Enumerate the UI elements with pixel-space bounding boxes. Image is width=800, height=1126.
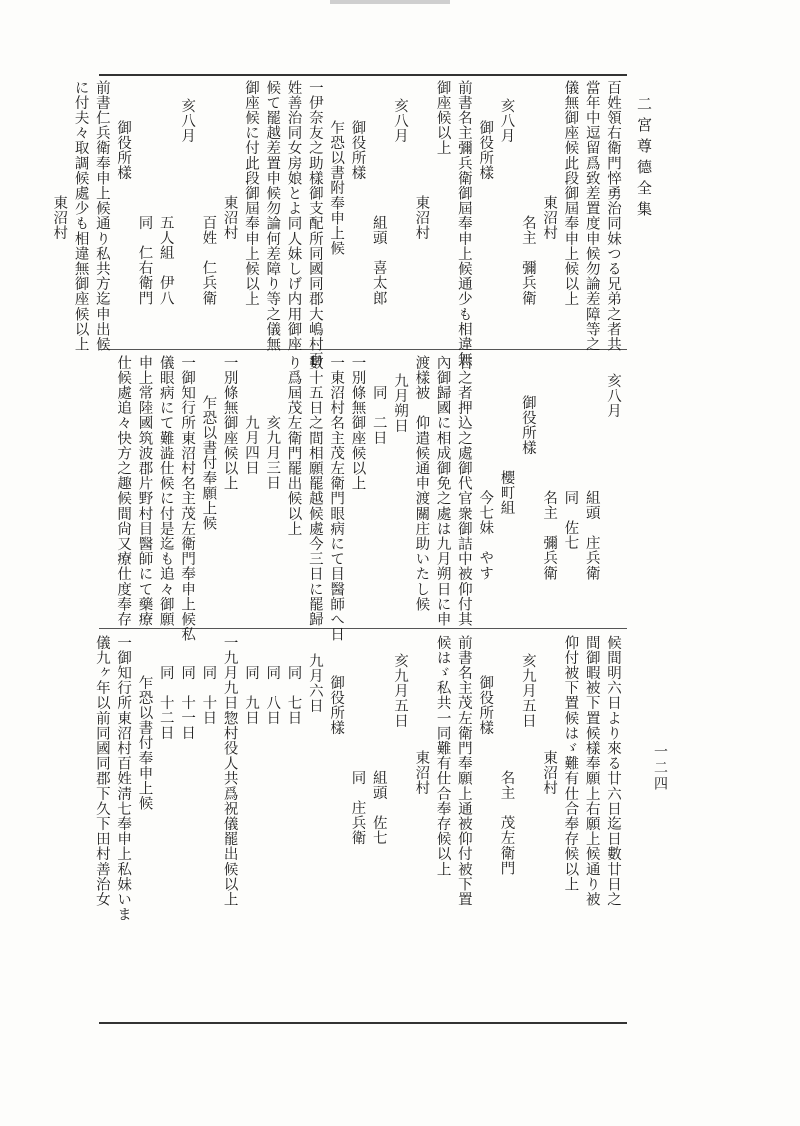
text-column: 組頭 庄兵衛 <box>583 490 600 581</box>
text-column: り爲屆茂左衛門罷出候以上 <box>285 355 302 537</box>
text-column: 同 七日 <box>285 665 302 726</box>
text-column: 亥八月 <box>605 373 621 419</box>
text-column: 組頭 佐七 <box>370 770 387 846</box>
text-column: 九月四日 <box>242 415 259 476</box>
text-column: 御役所樣 <box>349 120 366 181</box>
text-column: 申上常陸國筑波郡片野村目醫師にて藥療 <box>136 355 153 627</box>
text-column: 一別條無御座候以上 <box>349 355 366 491</box>
text-column: 亥八月 <box>498 98 515 144</box>
text-column: 當年中逗留爲致差置度申候勿論差障等之 <box>583 80 600 352</box>
section-divider <box>99 349 627 350</box>
text-column: 一別條無御座候以上 <box>221 355 238 491</box>
text-column: 御座候に付此段御屆奉申上候以上 <box>242 80 259 307</box>
text-column: 亥九月五日 <box>519 653 536 729</box>
text-column: 亥八月 <box>392 98 409 144</box>
text-column: 仕候處追々快方之趣候間尙又療仕度奉存 <box>115 355 132 627</box>
text-column: 同 十二日 <box>157 665 174 741</box>
text-column: 內御歸國に相成御免之處は九月朔日に申 <box>434 355 451 627</box>
text-column: 一御知行所東沼村百姓淸七奉申上私妹いま <box>115 635 132 922</box>
text-column: 右之者押込之處御代官衆御詰中被仰付其 <box>455 355 472 627</box>
text-column: 九月朔日 <box>392 373 409 434</box>
text-column: 五人組 伊八 <box>157 215 174 306</box>
text-column: 名主 茂左衛門 <box>498 770 515 876</box>
text-column: 候はゞ私共一同難有仕合奉存候以上 <box>434 635 451 877</box>
column-group <box>48 80 623 367</box>
text-column: 今七妹 やす <box>477 490 494 581</box>
text-column: 間御暇被下置候樣奉願上右願上候通り被 <box>583 635 600 907</box>
text-column: 名主 彌兵衛 <box>541 490 558 581</box>
text-column: 櫻町組 <box>498 470 515 516</box>
text-column: 御役所樣 <box>328 675 345 736</box>
top-edge-mark <box>330 0 450 4</box>
text-column: 御役所樣 <box>115 120 132 181</box>
text-column: 同 佐七 <box>562 490 579 551</box>
text-section-top <box>51 78 627 367</box>
text-column: 渡樣被 仰遣候通申渡關庄助いたし候 <box>413 355 430 612</box>
text-column: 御役所樣 <box>519 395 536 456</box>
text-column: 一御知行所東沼村名主茂左衛門奉申上候私 <box>179 355 196 642</box>
text-column: 乍恐以書付奉申上候 <box>136 675 153 811</box>
text-column: 百姓領右衛門悴勇治同妹つる兄弟之者共 <box>605 80 621 352</box>
text-column: 同 二日 <box>370 385 387 446</box>
text-section-middle <box>99 353 627 642</box>
text-column: 候て罷越差置申候勿論何差障り等之儀無 <box>264 80 281 352</box>
text-column: 亥八月 <box>179 98 196 144</box>
text-column: 東沼村 <box>541 750 558 796</box>
running-head: 二宮尊德全集 <box>635 96 653 222</box>
text-column: 同 十一日 <box>179 665 196 741</box>
text-column: 同 九日 <box>242 665 259 726</box>
text-column: 百姓 仁兵衛 <box>200 215 217 306</box>
text-column: 名主 彌兵衛 <box>519 215 536 306</box>
text-column: 前書名主彌兵衛御屆奉申上候通少も相違無 <box>455 80 472 367</box>
text-column: 御役所樣 <box>477 675 494 736</box>
text-column: 候間明六日より來る廿六日迄日數廿日之 <box>605 635 621 907</box>
text-column: 前書仁兵衛奉申上候通り私共方迄申出候 <box>93 80 110 352</box>
text-column: 東沼村 <box>413 195 430 241</box>
text-column: 儀無御座候此段御屆奉申上候以上 <box>562 80 579 307</box>
text-column: 同 仁右衛門 <box>136 215 153 306</box>
text-column: 東沼村 <box>541 195 558 241</box>
text-column: 東沼村 <box>221 195 238 241</box>
text-column: 亥九月五日 <box>392 653 409 729</box>
text-column: 同 十日 <box>200 665 217 726</box>
page-number: 一二四 <box>652 744 668 792</box>
text-column: 前書名主茂左衛門奉願上通被仰付被下置 <box>455 635 472 907</box>
text-column: 御座候以上 <box>434 80 451 156</box>
text-column: 一伊奈友之助樣御支配所同國同郡大嶋村百 <box>306 80 323 367</box>
text-column: 一東沼村名主茂左衛門眼病にて目醫師へ日 <box>328 355 345 642</box>
text-column: 同 八日 <box>264 665 281 726</box>
text-column: 一九月九日惣村役人共爲祝儀罷出候以上 <box>221 635 238 907</box>
column-group <box>112 355 623 642</box>
text-column: 乍恐以書附奉申上候 <box>328 120 345 256</box>
text-column: 儀眼病にて難澁仕候に付是迄も追々御願 <box>157 355 174 627</box>
text-column: 御役所樣 <box>477 120 494 181</box>
text-column: 仰付被下置候はゞ難有仕合奉存候以上 <box>562 635 579 892</box>
text-column: 東沼村 <box>51 195 68 241</box>
text-column: 東沼村 <box>413 750 430 796</box>
text-column: 數十五日之間相願罷越候處今三日に罷歸 <box>306 355 323 627</box>
column-group <box>91 635 623 1022</box>
text-column: 儀九ヶ年以前同國同郡下久下田村善治女 <box>93 635 110 907</box>
text-column: 姓善治同女房娘とよ同人妹しげ内用御座 <box>285 80 302 352</box>
text-section-bottom <box>93 633 627 1020</box>
text-column: 組頭 喜太郎 <box>370 215 387 306</box>
text-column: 同 庄兵衛 <box>349 770 366 846</box>
text-column: 乍恐以書付奉願上候 <box>200 395 217 531</box>
text-column: 亥九月三日 <box>264 415 281 491</box>
text-column: に付夫々取調候處少も相違無御座候以上 <box>72 80 89 352</box>
text-column: 九月六日 <box>306 653 323 714</box>
